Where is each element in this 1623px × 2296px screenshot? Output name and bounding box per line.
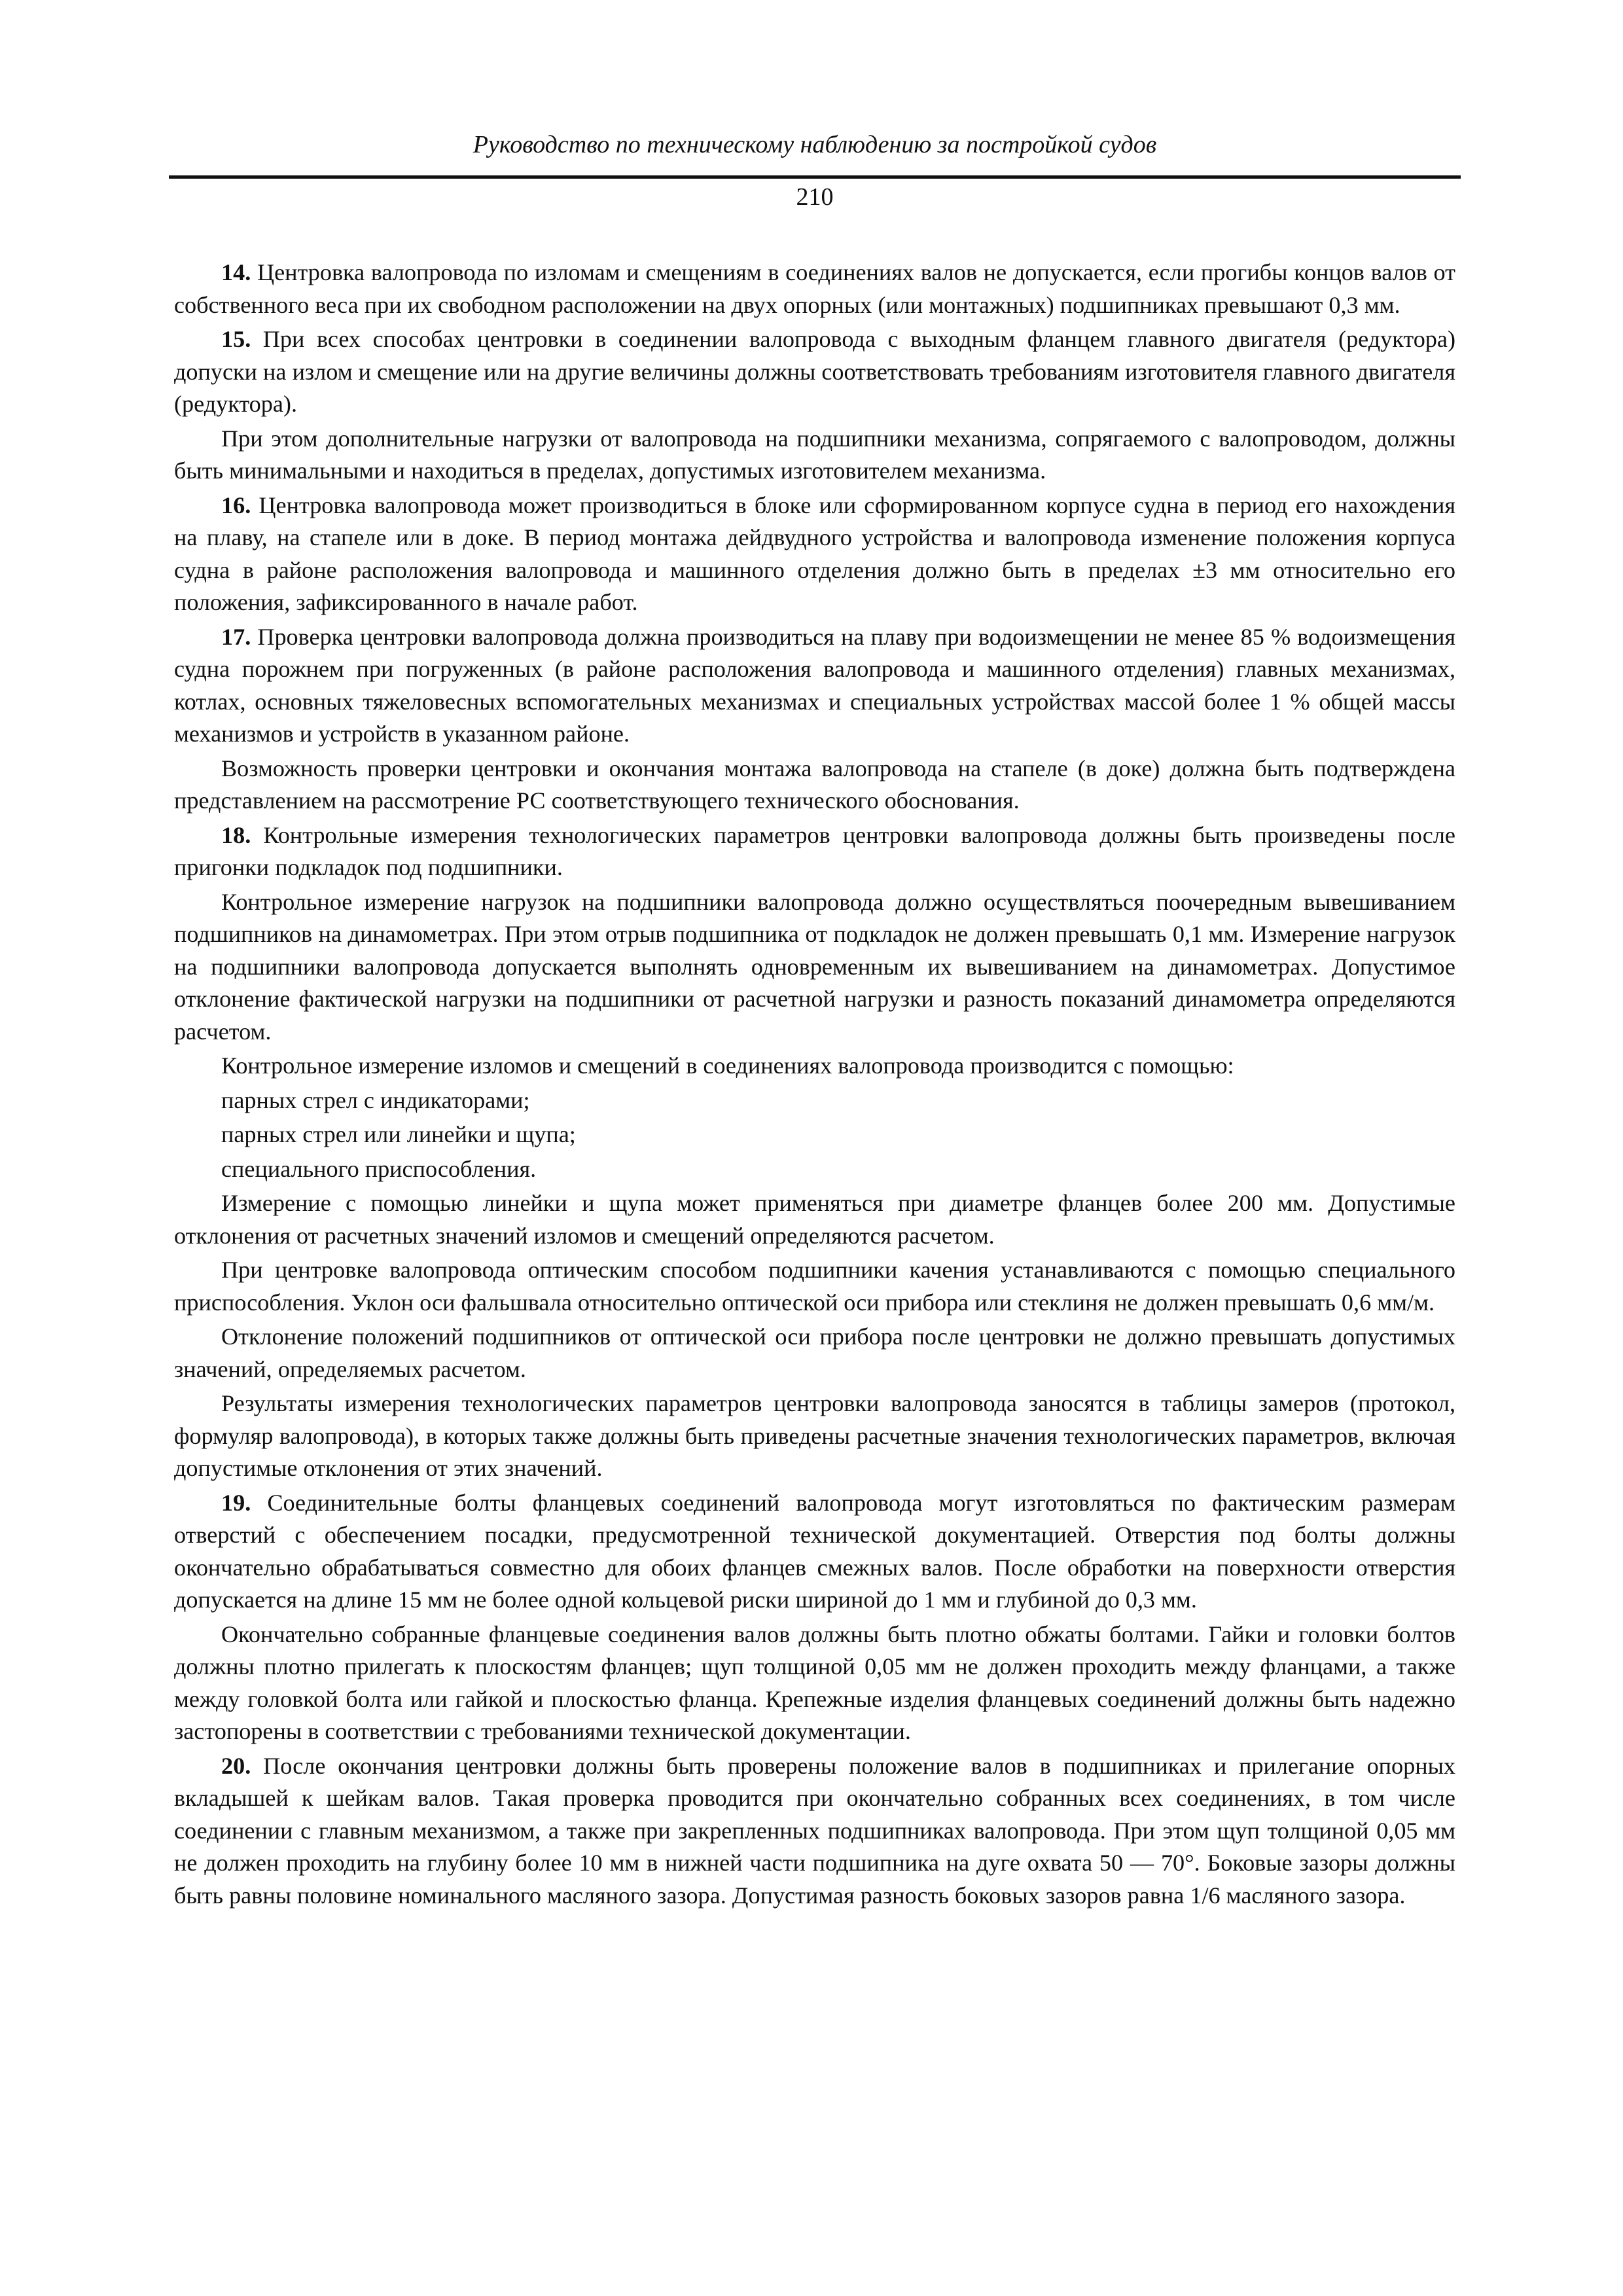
- document-body: [174, 257, 1455, 1914]
- paragraph: [174, 1050, 1455, 1083]
- paragraph: [174, 1321, 1455, 1386]
- paragraph: [174, 819, 1455, 884]
- paragraph-text: Соединительные болты фланцевых соединений валопровода могут изготовляться по фактическим размерам отверстий с обеспечением посадки, предусмотренной технической документацией. Отверстия под болты должны окончательно обрабатываться совместно для обоих фланцев смежных валов. После обработки на поверхности отверстия допускается на длине 15 мм не более одной кольцевой риски шириной до 1 мм и глубиной до 0,3 мм.: [174, 1489, 1455, 1613]
- paragraph-text: Измерение с помощью линейки и щупа может применяться при диаметре фланцев более 200 мм. Допустимые отклонения от расчетных значений изломов и смещений определяются расчетом.: [174, 1190, 1455, 1249]
- paragraph: [174, 423, 1455, 488]
- page-number: 210: [796, 183, 834, 211]
- paragraph-text: При всех способах центровки в соединении валопровода с выходным фланцем главного двигателя (редуктора) допуски на излом и смещение или на другие величины должны соответствовать требованиям изготовителя главного двигателя (редуктора).: [174, 326, 1455, 417]
- paragraph: [174, 753, 1455, 817]
- paragraph-text: Контрольное измерение изломов и смещений в соединениях валопровода производится с помощью:: [221, 1052, 1234, 1079]
- paragraph-text: Центровка валопровода может производиться в блоке или сформированном корпусе судна в период его нахождения на плаву, на стапеле или в доке. В период монтажа дейдвудного устройства и валопровода изменение положения корпуса судна в районе расположения валопровода и машинного отделения должно быть в пределах ±3 мм относительно его положения, зафиксированного в начале работ.: [174, 492, 1455, 615]
- paragraph: [174, 621, 1455, 751]
- clause-number: 18.: [221, 821, 251, 848]
- paragraph: [174, 1619, 1455, 1748]
- paragraph: [174, 1085, 1455, 1117]
- paragraph-text: парных стрел с индикаторами;: [221, 1086, 530, 1113]
- clause-number: 15.: [221, 326, 251, 352]
- paragraph-text: Контрольные измерения технологических параметров центровки валопровода должны быть произведены после пригонки подкладок под подшипники.: [174, 821, 1455, 880]
- running-header-title: Руководство по техническому наблюдению за постройкой судов: [473, 131, 1157, 158]
- paragraph-text: специального приспособления.: [221, 1155, 537, 1182]
- paragraph: [174, 1254, 1455, 1319]
- clause-number: 19.: [221, 1489, 251, 1516]
- header-rule: [169, 175, 1461, 179]
- paragraph: [174, 1750, 1455, 1912]
- paragraph-text: Центровка валопровода по изломам и смещениям в соединениях валов не допускается, если прогибы концов валов от собственного веса при их свободном расположении на двух опорных (или монтажных) подшипниках превышают 0,3 мм.: [174, 259, 1455, 318]
- paragraph: [174, 490, 1455, 619]
- paragraph-text: Результаты измерения технологических параметров центровки валопровода заносятся в таблицы замеров (протокол, формуляр валопровода), в которых также должны быть приведены расчетные значения технологических параметров, включая допустимые отклонения от этих значений.: [174, 1390, 1455, 1481]
- clause-number: 16.: [221, 492, 251, 518]
- paragraph: [174, 1388, 1455, 1485]
- paragraph-text: После окончания центровки должны быть проверены положение валов в подшипниках и прилегание опорных вкладышей к шейкам валов. Такая проверка проводится при окончательно собранных всех соединениях, в том числе соединении с главным механизмом, а также при закрепленных подшипниках валопровода. При этом щуп толщиной 0,05 мм не должен проходить на глубину более 10 мм в нижней части подшипника на дуге охвата 50 — 70°. Боковые зазоры должны быть равны половине номинального масляного зазора. Допустимая разность боковых зазоров равна 1/6 масляного зазора.: [174, 1752, 1455, 1909]
- paragraph: [174, 1487, 1455, 1617]
- paragraph-text: При этом дополнительные нагрузки от валопровода на подшипники механизма, сопрягаемого с валопроводом, должны быть минимальными и находиться в пределах, допустимых изготовителем механизма.: [174, 425, 1455, 484]
- paragraph: [174, 1187, 1455, 1252]
- paragraph: [174, 1119, 1455, 1151]
- clause-number: 14.: [221, 259, 251, 285]
- clause-number: 20.: [221, 1752, 251, 1779]
- paragraph: [174, 1153, 1455, 1186]
- paragraph-text: парных стрел или линейки и щупа;: [221, 1121, 576, 1147]
- paragraph-text: Возможность проверки центровки и окончания монтажа валопровода на стапеле (в доке) должна быть подтверждена представлением на рассмотрение РС соответствующего технического обоснования.: [174, 755, 1455, 814]
- paragraph-text: Проверка центровки валопровода должна производиться на плаву при водоизмещении не менее 85 % водоизмещения судна порожнем при погруженных (в районе расположения валопровода и машинного отделения) главных механизмах, котлах, основных тяжеловесных вспомогательных механизмах и специальных устройствах массой более 1 % общей массы механизмов и устройств в указанном районе.: [174, 623, 1455, 747]
- paragraph-text: Отклонение положений подшипников от оптической оси прибора после центровки не должно превышать допустимых значений, определяемых расчетом.: [174, 1323, 1455, 1382]
- clause-number: 17.: [221, 623, 251, 650]
- paragraph: [174, 323, 1455, 421]
- paragraph-text: Окончательно собранные фланцевые соединения валов должны быть плотно обжаты болтами. Гайки и головки болтов должны плотно прилегать к плоскостям фланцев; щуп толщиной 0,05 мм не должен проходить между фланцами, а также между головкой болта или гайкой и плоскостью фланца. Крепежные изделия фланцевых соединений должны быть надежно застопорены в соответствии с требованиями технической документации.: [174, 1621, 1455, 1744]
- paragraph: [174, 886, 1455, 1049]
- paragraph: [174, 257, 1455, 321]
- paragraph-text: Контрольное измерение нагрузок на подшипники валопровода должно осуществляться поочередным вывешиванием подшипников на динамометрах. При этом отрыв подшипника от подкладок не должен превышать 0,1 мм. Измерение нагрузок на подшипники валопровода допускается выполнять одновременным их вывешиванием на динамометрах. Допустимое отклонение фактической нагрузки на подшипники от расчетной нагрузки и разность показаний динамометра определяются расчетом.: [174, 888, 1455, 1045]
- paragraph-text: При центровке валопровода оптическим способом подшипники качения устанавливаются с помощью специального приспособления. Уклон оси фальшвала относительно оптической оси прибора или стеклиня не должен превышать 0,6 мм/м.: [174, 1257, 1455, 1316]
